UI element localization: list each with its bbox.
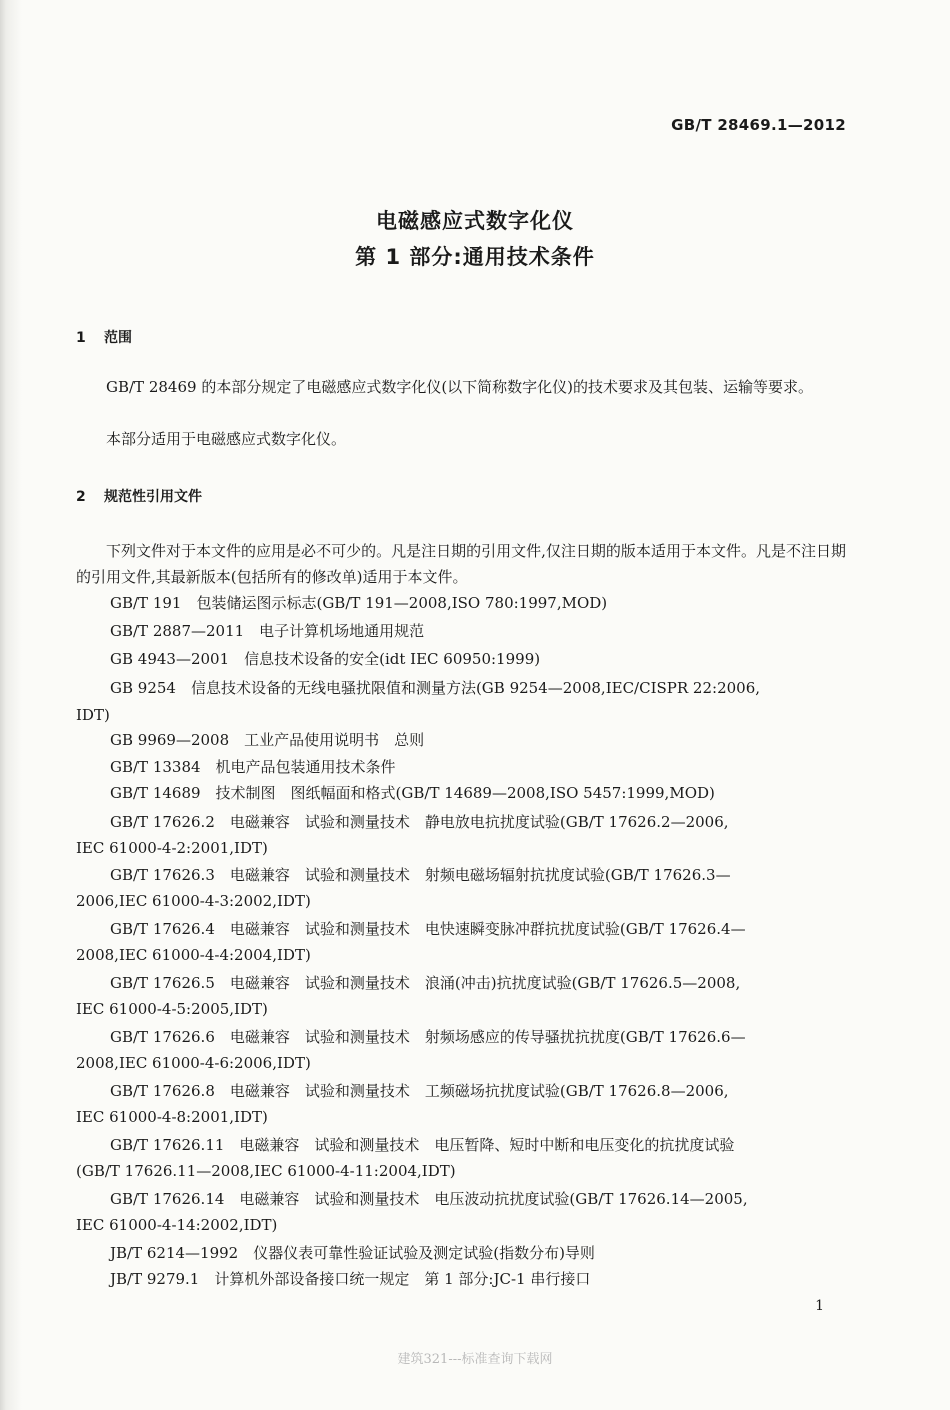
section-title: 范围 [104, 330, 132, 346]
reference-line: IEC 61000-4-8:2001,IDT) [76, 1108, 268, 1126]
reference-line: JB/T 6214—1992 仪器仪表可靠性验证试验及测定试验(指数分布)导则 [110, 1244, 595, 1262]
section-1-heading [76, 327, 132, 347]
reference-line: GB/T 14689 技术制图 图纸幅面和格式(GB/T 14689—2008,ISO 5457:1999,MOD) [110, 784, 715, 802]
document-subtitle: 第 1 部分:通用技术条件 [355, 245, 595, 269]
document-title: 电磁感应式数字化仪 [376, 209, 574, 233]
reference-line: GB 4943—2001 信息技术设备的安全(idt IEC 60950:1999) [110, 650, 541, 668]
reference-line: GB/T 17626.2 电磁兼容 试验和测量技术 静电放电抗扰度试验(GB/T 17626.2—2006, [110, 813, 729, 831]
reference-line: 2006,IEC 61000-4-3:2002,IDT) [76, 892, 311, 910]
section-2-intro: 下列文件对于本文件的应用是必不可少的。凡是注日期的引用文件,仅注日期的版本适用于本文件。凡是不注日期的引用文件,其最新版本(包括所有的修改单)适用于本文件。 [76, 542, 846, 586]
page-number: 1 [815, 1298, 824, 1314]
reference-line: GB 9254 信息技术设备的无线电骚扰限值和测量方法(GB 9254—2008,IEC/CISPR 22:2006, [110, 679, 761, 697]
section-1-paragraph: 本部分适用于电磁感应式数字化仪。 [106, 430, 347, 448]
reference-line: JB/T 9279.1 计算机外部设备接口统一规定 第 1 部分:JC-1 串行接口 [110, 1270, 591, 1288]
section-title: 规范性引用文件 [104, 489, 202, 505]
reference-line: GB/T 2887—2011 电子计算机场地通用规范 [110, 622, 425, 640]
section-1-paragraph: GB/T 28469 的本部分规定了电磁感应式数字化仪(以下简称数字化仪)的技术要求及其包装、运输等要求。 [106, 378, 814, 396]
section-number: 1 [76, 330, 86, 346]
reference-line: IDT) [76, 706, 110, 724]
reference-line: IEC 61000-4-14:2002,IDT) [76, 1216, 278, 1234]
reference-line: GB/T 17626.3 电磁兼容 试验和测量技术 射频电磁场辐射抗扰度试验(GB/T 17626.3— [110, 866, 731, 884]
reference-line: GB/T 17626.6 电磁兼容 试验和测量技术 射频场感应的传导骚扰抗扰度(GB/T 17626.6— [110, 1028, 746, 1046]
reference-line: (GB/T 17626.11—2008,IEC 61000-4-11:2004,IDT) [76, 1162, 456, 1180]
reference-line: GB/T 17626.4 电磁兼容 试验和测量技术 电快速瞬变脉冲群抗扰度试验(GB/T 17626.4— [110, 920, 746, 938]
reference-line: GB/T 17626.5 电磁兼容 试验和测量技术 浪涌(冲击)抗扰度试验(GB/T 17626.5—2008, [110, 974, 741, 992]
reference-line: GB/T 191 包装储运图示标志(GB/T 191—2008,ISO 780:1997,MOD) [110, 594, 608, 612]
reference-line: GB/T 17626.14 电磁兼容 试验和测量技术 电压波动抗扰度试验(GB/T 17626.14—2005, [110, 1190, 748, 1208]
section-2-heading [76, 486, 202, 506]
standard-number: GB/T 28469.1—2012 [671, 116, 846, 134]
reference-line: GB/T 13384 机电产品包装通用技术条件 [110, 758, 396, 776]
reference-line: IEC 61000-4-2:2001,IDT) [76, 839, 268, 857]
section-number: 2 [76, 489, 86, 505]
reference-line: GB/T 17626.8 电磁兼容 试验和测量技术 工频磁场抗扰度试验(GB/T 17626.8—2006, [110, 1082, 729, 1100]
reference-line: IEC 61000-4-5:2005,IDT) [76, 1000, 268, 1018]
reference-line: 2008,IEC 61000-4-6:2006,IDT) [76, 1054, 311, 1072]
watermark-text: 建筑321---标准查询下载网 [397, 1352, 553, 1367]
reference-line: GB 9969—2008 工业产品使用说明书 总则 [110, 731, 425, 749]
reference-line: 2008,IEC 61000-4-4:2004,IDT) [76, 946, 311, 964]
reference-line: GB/T 17626.11 电磁兼容 试验和测量技术 电压暂降、短时中断和电压变化的抗扰度试验 [110, 1136, 735, 1154]
